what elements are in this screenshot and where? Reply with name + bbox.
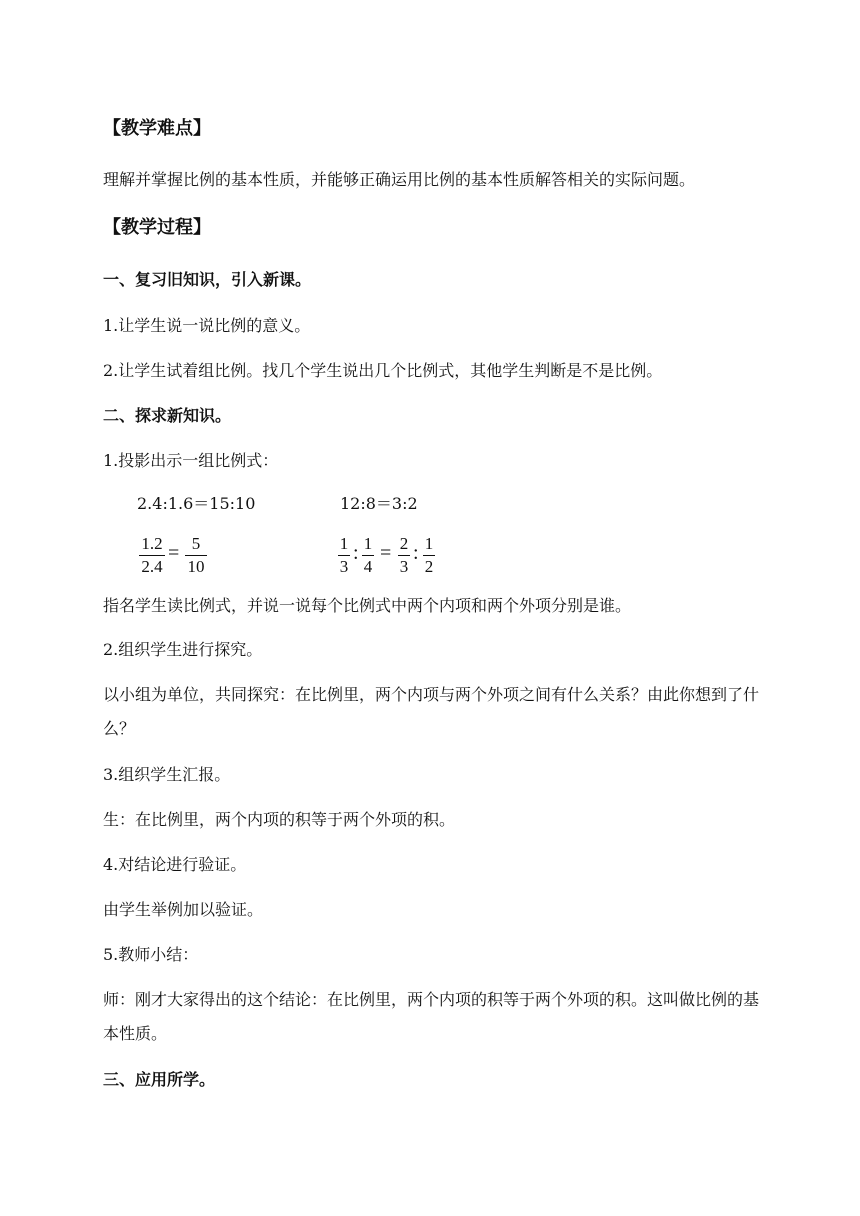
fraction-a-denominator: 2.4 bbox=[141, 557, 163, 576]
fraction-r-bar bbox=[398, 555, 410, 556]
section-2-title: 二、探求新知识。 bbox=[103, 406, 232, 425]
fraction-a-numerator: 1.2 bbox=[141, 534, 163, 553]
fraction-p-numerator: 1 bbox=[339, 534, 349, 553]
colon-1: : bbox=[353, 542, 359, 564]
fraction-p-bar bbox=[338, 555, 350, 556]
ratio-equation-1: 2.4:1.6＝15:10 bbox=[137, 494, 256, 513]
equals-sign-1: = bbox=[168, 542, 180, 564]
read-instruction: 指名学生读比例式，并说一说每个比例式中两个内项和两个外项分别是谁。 bbox=[103, 596, 632, 615]
section-2-item-4: 4.对结论进行验证。 bbox=[103, 855, 247, 874]
section-3-title: 三、应用所学。 bbox=[103, 1070, 216, 1089]
section-1-title: 一、复习旧知识，引入新课。 bbox=[103, 270, 312, 289]
difficulty-paragraph: 理解并掌握比例的基本性质，并能够正确运用比例的基本性质解答相关的实际问题。 bbox=[103, 170, 696, 189]
fraction-s-denominator: 2 bbox=[424, 557, 434, 576]
fraction-a-bar bbox=[139, 555, 165, 556]
fraction-b-denominator: 10 bbox=[187, 557, 205, 576]
fraction-b-bar bbox=[185, 555, 207, 556]
verify-paragraph: 由学生举例加以验证。 bbox=[103, 900, 264, 919]
equals-sign-2: = bbox=[380, 542, 392, 564]
fraction-q bbox=[362, 534, 374, 578]
fraction-b bbox=[185, 534, 207, 578]
fraction-q-numerator: 1 bbox=[363, 534, 373, 553]
section-1-item-1: 1.让学生说一说比例的意义。 bbox=[103, 316, 311, 335]
fraction-b-numerator: 5 bbox=[191, 534, 201, 553]
fraction-p bbox=[338, 534, 350, 578]
heading-teaching-difficulty: 【教学难点】 bbox=[103, 118, 211, 139]
section-2-item-5: 5.教师小结： bbox=[103, 945, 199, 964]
section-1-item-2: 2.让学生试着组比例。找几个学生说出几个比例式，其他学生判断是不是比例。 bbox=[103, 361, 663, 380]
fraction-r-numerator: 2 bbox=[399, 534, 409, 553]
fraction-q-bar bbox=[362, 555, 374, 556]
heading-teaching-process: 【教学过程】 bbox=[103, 217, 211, 238]
fraction-r-denominator: 3 bbox=[399, 557, 409, 576]
section-2-item-1: 1.投影出示一组比例式： bbox=[103, 451, 279, 470]
fraction-p-denominator: 3 bbox=[339, 557, 349, 576]
fraction-s-numerator: 1 bbox=[424, 534, 434, 553]
ratio-equation-2: 12:8＝3:2 bbox=[340, 494, 418, 513]
section-2-item-2: 2.组织学生进行探究。 bbox=[103, 640, 263, 659]
colon-2: : bbox=[413, 542, 419, 564]
fraction-r bbox=[398, 534, 410, 578]
fraction-s bbox=[423, 534, 435, 578]
report-paragraph: 生：在比例里，两个内项的积等于两个外项的积。 bbox=[103, 810, 456, 829]
explore-paragraph: 以小组为单位，共同探究：在比例里，两个内项与两个外项之间有什么关系？由此你想到了什么？ bbox=[103, 685, 760, 738]
section-2-item-3: 3.组织学生汇报。 bbox=[103, 765, 231, 784]
fraction-a bbox=[139, 534, 165, 578]
fraction-s-bar bbox=[423, 555, 435, 556]
fraction-q-denominator: 4 bbox=[363, 557, 373, 576]
summary-paragraph: 师：刚才大家得出的这个结论：在比例里，两个内项的积等于两个外项的积。这叫做比例的基本性质。 bbox=[103, 990, 760, 1043]
